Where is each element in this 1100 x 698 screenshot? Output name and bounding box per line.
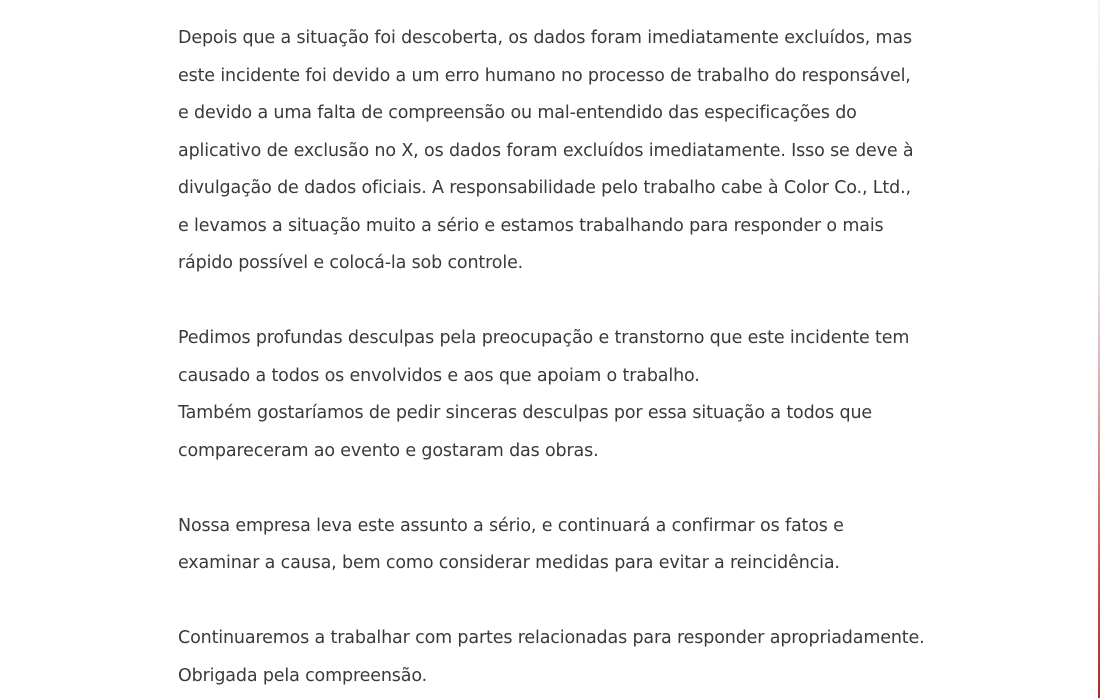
text-line: aplicativo de exclusão no X, os dados foram excluídos imediatamente. Isso se deve à [178, 140, 914, 161]
paragraph-commitment [178, 508, 938, 583]
paragraph-spacer [178, 283, 938, 321]
text-line: Obrigada pela compreensão. [178, 665, 428, 686]
text-line: rápido possível e colocá-la sob controle. [178, 253, 524, 273]
text-line: Pedimos profundas desculpas pela preocupação e transtorno que este incidente tem [178, 328, 910, 348]
text-line: e devido a uma falta de compreensão ou mal-entendido das especificações do [178, 103, 857, 123]
text-line: Nossa empresa leva este assunto a sério, e continuará a confirmar os fatos e [178, 515, 844, 536]
notice-content [178, 20, 938, 695]
paragraph-spacer [178, 583, 938, 621]
text-line: e levamos a situação muito a sério e estamos trabalhando para responder o mais [178, 215, 884, 236]
text-line: este incidente foi devido a um erro humano no processo de trabalho do responsável, [178, 65, 911, 86]
text-line: compareceram ao evento e gostaram das obras. [178, 440, 599, 461]
text-line: Continuaremos a trabalhar com partes relacionadas para responder apropriadamente. [178, 628, 925, 648]
paragraph-incident-details [178, 20, 938, 283]
paragraph-apology [178, 320, 938, 470]
text-line: Também gostaríamos de pedir sinceras desculpas por essa situação a todos que [178, 403, 873, 423]
text-line: divulgação de dados oficiais. A responsabilidade pelo trabalho cabe à Color Co., Ltd., [178, 178, 911, 198]
paragraph-closing [178, 620, 938, 695]
text-line: Depois que a situação foi descoberta, os dados foram imediatamente excluídos, mas [178, 28, 912, 48]
text-line: examinar a causa, bem como considerar medidas para evitar a reincidência. [178, 553, 840, 573]
paragraph-spacer [178, 470, 938, 508]
text-line: causado a todos os envolvidos e aos que apoiam o trabalho. [178, 365, 700, 386]
